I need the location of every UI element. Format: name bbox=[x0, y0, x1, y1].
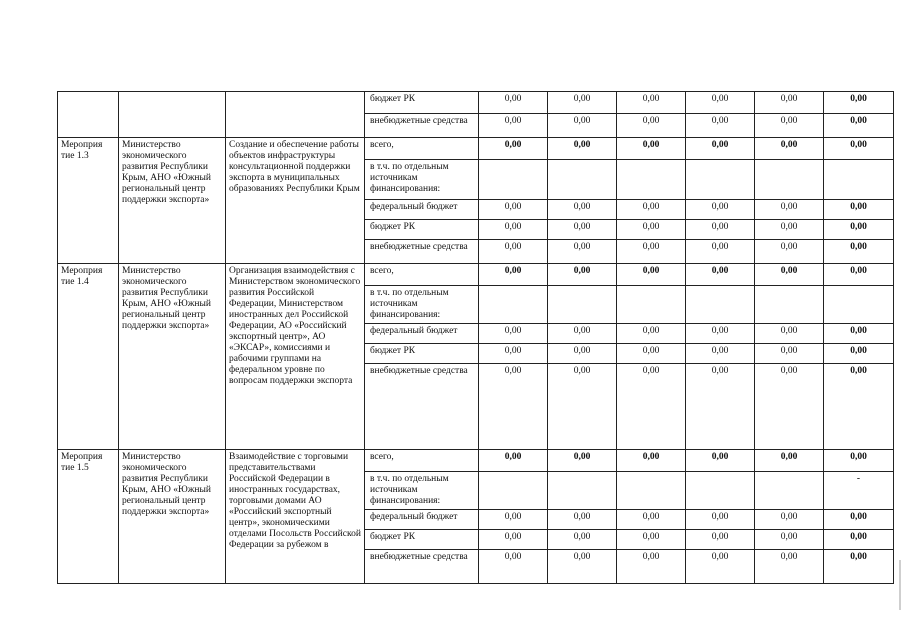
funding-source: бюджет РК bbox=[365, 530, 479, 550]
financing-table bbox=[57, 91, 894, 584]
amount-cell: 0,00 bbox=[548, 220, 617, 240]
page-edge-shadow bbox=[899, 560, 901, 610]
amount-cell: 0,00 bbox=[686, 114, 755, 138]
amount-cell: 0,00 bbox=[824, 114, 894, 138]
amount-cell: 0,00 bbox=[686, 324, 755, 344]
amount-cell: 0,00 bbox=[824, 92, 894, 114]
amount-cell bbox=[686, 286, 755, 324]
amount-cell: 0,00 bbox=[548, 264, 617, 286]
amount-cell: 0,00 bbox=[755, 114, 824, 138]
amount-cell bbox=[479, 472, 548, 510]
amount-cell: 0,00 bbox=[755, 550, 824, 584]
measure-description: Создание и обеспечение работы объектов инфраструктуры консультационной поддержки экспорта в муниципальных образованиях Республики Крым bbox=[226, 138, 365, 264]
amount-cell: 0,00 bbox=[617, 364, 686, 450]
amount-cell: 0,00 bbox=[548, 450, 617, 472]
amount-cell: 0,00 bbox=[617, 114, 686, 138]
amount-cell bbox=[755, 472, 824, 510]
funding-source: внебюджетные средства bbox=[365, 240, 479, 264]
funding-source: в т.ч. по отдельным источникам финансирования: bbox=[365, 160, 479, 200]
funding-source: федеральный бюджет bbox=[365, 510, 479, 530]
amount-cell: 0,00 bbox=[479, 220, 548, 240]
funding-source: всего, bbox=[365, 264, 479, 286]
amount-cell: 0,00 bbox=[686, 92, 755, 114]
amount-cell: 0,00 bbox=[617, 510, 686, 530]
amount-cell: 0,00 bbox=[755, 324, 824, 344]
amount-cell: 0,00 bbox=[617, 344, 686, 364]
amount-cell: 0,00 bbox=[686, 200, 755, 220]
amount-cell: 0,00 bbox=[548, 324, 617, 344]
amount-cell: - bbox=[824, 472, 894, 510]
amount-cell: 0,00 bbox=[755, 344, 824, 364]
funding-source: всего, bbox=[365, 138, 479, 160]
amount-cell: 0,00 bbox=[548, 92, 617, 114]
measure-cell bbox=[58, 92, 119, 138]
amount-cell: 0,00 bbox=[617, 530, 686, 550]
amount-cell: 0,00 bbox=[548, 550, 617, 584]
amount-cell bbox=[824, 160, 894, 200]
amount-cell bbox=[548, 286, 617, 324]
amount-cell: 0,00 bbox=[548, 240, 617, 264]
amount-cell: 0,00 bbox=[755, 92, 824, 114]
amount-cell: 0,00 bbox=[755, 264, 824, 286]
funding-source: федеральный бюджет bbox=[365, 200, 479, 220]
amount-cell bbox=[686, 472, 755, 510]
amount-cell: 0,00 bbox=[824, 138, 894, 160]
amount-cell: 0,00 bbox=[548, 138, 617, 160]
executor-name: Министерство экономического развития Республики Крым, АНО «Южный региональный центр поддержки экспорта» bbox=[119, 264, 226, 450]
amount-cell: 0,00 bbox=[548, 200, 617, 220]
amount-cell: 0,00 bbox=[617, 220, 686, 240]
amount-cell bbox=[755, 160, 824, 200]
amount-cell: 0,00 bbox=[479, 92, 548, 114]
amount-cell: 0,00 bbox=[824, 264, 894, 286]
amount-cell: 0,00 bbox=[479, 364, 548, 450]
amount-cell: 0,00 bbox=[686, 220, 755, 240]
measure-description: Взаимодействие с торговыми представительствами Российской Федерации в иностранных государствах, торговыми домами АО «Российский экспортный центр», экономическими отделами Посольств Российской Федерации за рубежом в bbox=[226, 450, 365, 584]
amount-cell: 0,00 bbox=[686, 530, 755, 550]
amount-cell: 0,00 bbox=[686, 450, 755, 472]
table-row bbox=[58, 138, 894, 160]
measure-name: Мероприя тие 1.5 bbox=[58, 450, 119, 584]
executor-name: Министерство экономического развития Республики Крым, АНО «Южный региональный центр поддержки экспорта» bbox=[119, 450, 226, 584]
amount-cell bbox=[548, 472, 617, 510]
amount-cell: 0,00 bbox=[479, 240, 548, 264]
amount-cell: 0,00 bbox=[755, 138, 824, 160]
amount-cell: 0,00 bbox=[824, 344, 894, 364]
amount-cell: 0,00 bbox=[479, 344, 548, 364]
table-row bbox=[58, 92, 894, 114]
funding-source: бюджет РК bbox=[365, 344, 479, 364]
amount-cell: 0,00 bbox=[824, 220, 894, 240]
amount-cell bbox=[617, 286, 686, 324]
amount-cell: 0,00 bbox=[824, 510, 894, 530]
amount-cell: 0,00 bbox=[824, 530, 894, 550]
measure-name: Мероприя тие 1.3 bbox=[58, 138, 119, 264]
amount-cell: 0,00 bbox=[824, 200, 894, 220]
amount-cell: 0,00 bbox=[479, 114, 548, 138]
amount-cell: 0,00 bbox=[686, 364, 755, 450]
amount-cell: 0,00 bbox=[824, 240, 894, 264]
amount-cell: 0,00 bbox=[479, 510, 548, 530]
amount-cell: 0,00 bbox=[617, 450, 686, 472]
amount-cell: 0,00 bbox=[617, 324, 686, 344]
amount-cell: 0,00 bbox=[686, 240, 755, 264]
amount-cell: 0,00 bbox=[479, 324, 548, 344]
amount-cell: 0,00 bbox=[755, 200, 824, 220]
amount-cell: 0,00 bbox=[548, 510, 617, 530]
amount-cell bbox=[824, 286, 894, 324]
measure-description: Организация взаимодействия с Министерством экономического развития Российской Федерации, Министерством иностранных дел Российской Федерации, АО «Российский экспортный центр», АО «ЭКСАР», комиссиями и рабочими группами на федеральном уровне по вопросам поддержки экспорта bbox=[226, 264, 365, 450]
funding-source: в т.ч. по отдельным источникам финансирования: bbox=[365, 286, 479, 324]
amount-cell: 0,00 bbox=[548, 114, 617, 138]
amount-cell: 0,00 bbox=[617, 138, 686, 160]
amount-cell: 0,00 bbox=[479, 200, 548, 220]
amount-cell: 0,00 bbox=[755, 220, 824, 240]
amount-cell: 0,00 bbox=[755, 450, 824, 472]
funding-source: внебюджетные средства bbox=[365, 114, 479, 138]
amount-cell: 0,00 bbox=[686, 344, 755, 364]
amount-cell: 0,00 bbox=[479, 550, 548, 584]
amount-cell: 0,00 bbox=[755, 510, 824, 530]
amount-cell: 0,00 bbox=[617, 240, 686, 264]
financing-table-body bbox=[58, 92, 894, 584]
amount-cell bbox=[479, 160, 548, 200]
funding-source: в т.ч. по отдельным источникам финансирования: bbox=[365, 472, 479, 510]
amount-cell bbox=[755, 286, 824, 324]
amount-cell: 0,00 bbox=[824, 364, 894, 450]
amount-cell: 0,00 bbox=[686, 510, 755, 530]
amount-cell: 0,00 bbox=[479, 530, 548, 550]
amount-cell: 0,00 bbox=[755, 240, 824, 264]
executor-cell bbox=[119, 92, 226, 138]
table-row bbox=[58, 450, 894, 472]
amount-cell bbox=[617, 160, 686, 200]
amount-cell bbox=[686, 160, 755, 200]
funding-source: всего, bbox=[365, 450, 479, 472]
amount-cell: 0,00 bbox=[617, 92, 686, 114]
description-cell bbox=[226, 92, 365, 138]
measure-name: Мероприя тие 1.4 bbox=[58, 264, 119, 450]
amount-cell: 0,00 bbox=[548, 364, 617, 450]
amount-cell bbox=[617, 472, 686, 510]
amount-cell: 0,00 bbox=[548, 530, 617, 550]
amount-cell: 0,00 bbox=[755, 364, 824, 450]
amount-cell: 0,00 bbox=[479, 450, 548, 472]
amount-cell: 0,00 bbox=[479, 264, 548, 286]
executor-name: Министерство экономического развития Республики Крым, АНО «Южный региональный центр поддержки экспорта» bbox=[119, 138, 226, 264]
funding-source: федеральный бюджет bbox=[365, 324, 479, 344]
amount-cell: 0,00 bbox=[824, 550, 894, 584]
amount-cell: 0,00 bbox=[548, 344, 617, 364]
amount-cell: 0,00 bbox=[755, 530, 824, 550]
amount-cell: 0,00 bbox=[824, 450, 894, 472]
amount-cell: 0,00 bbox=[617, 264, 686, 286]
amount-cell: 0,00 bbox=[617, 550, 686, 584]
amount-cell: 0,00 bbox=[824, 324, 894, 344]
funding-source: внебюджетные средства bbox=[365, 364, 479, 450]
table-row bbox=[58, 264, 894, 286]
amount-cell bbox=[479, 286, 548, 324]
amount-cell: 0,00 bbox=[686, 550, 755, 584]
amount-cell: 0,00 bbox=[686, 138, 755, 160]
funding-source: бюджет РК bbox=[365, 92, 479, 114]
amount-cell: 0,00 bbox=[686, 264, 755, 286]
amount-cell bbox=[548, 160, 617, 200]
funding-source: внебюджетные средства bbox=[365, 550, 479, 584]
amount-cell: 0,00 bbox=[479, 138, 548, 160]
funding-source: бюджет РК bbox=[365, 220, 479, 240]
amount-cell: 0,00 bbox=[617, 200, 686, 220]
